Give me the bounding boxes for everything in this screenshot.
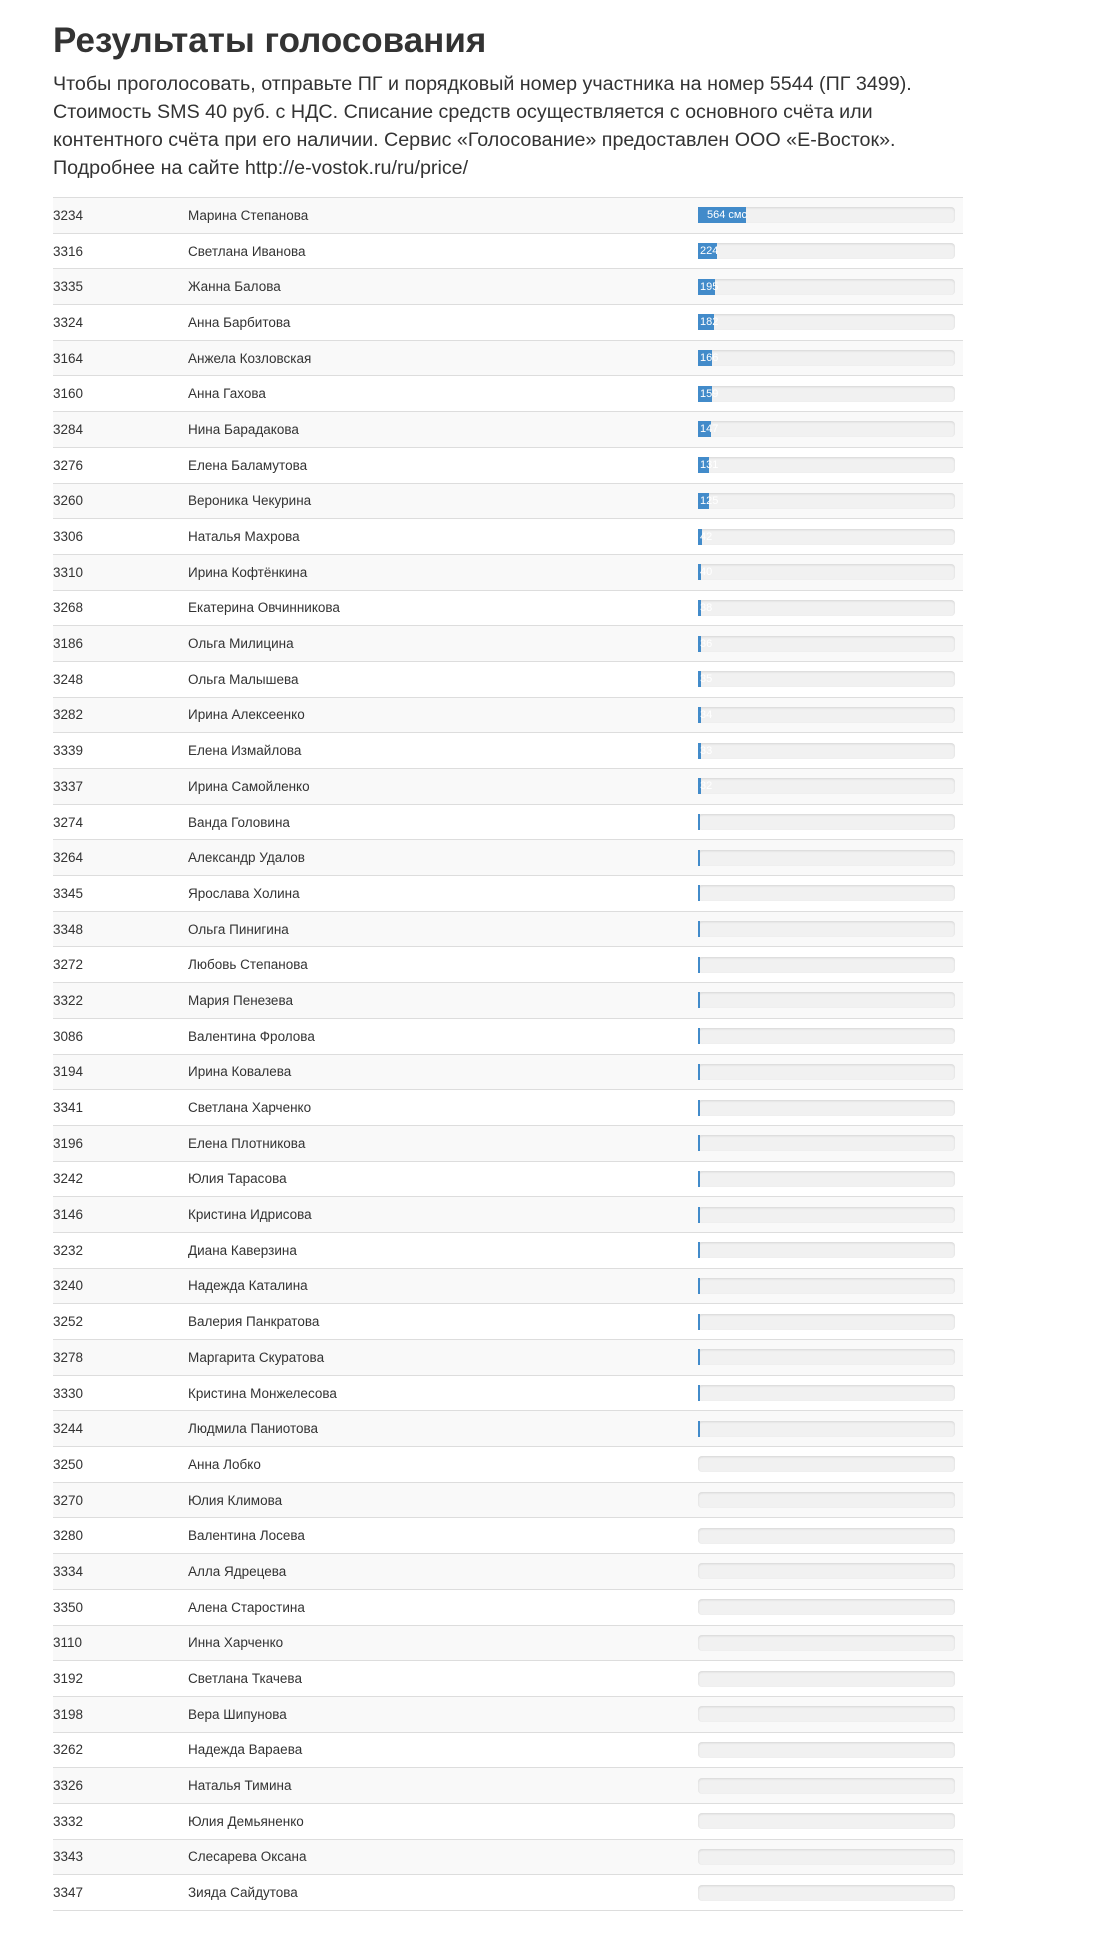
vote-progress-track [698,850,955,866]
participant-name: Алла Ядрецева [188,1554,698,1590]
participant-name: Светлана Иванова [188,233,698,269]
vote-progress-bar: 38 [700,601,713,614]
participant-name: Светлана Харченко [188,1090,698,1126]
table-row [53,1054,963,1090]
vote-progress-bar [698,1135,700,1151]
participant-name: Валерия Панкратова [188,1304,698,1340]
vote-progress-track [698,314,955,330]
participant-number: 3334 [53,1554,188,1590]
participant-number: 3306 [53,519,188,555]
participant-number: 3337 [53,769,188,805]
participant-name: Кристина Идрисова [188,1197,698,1233]
table-row [53,590,963,626]
table-row [53,1090,963,1126]
vote-progress-track [698,671,955,687]
vote-progress-bar [698,850,700,866]
vote-cell [698,233,963,269]
table-row [53,876,963,912]
table-row [53,1018,963,1054]
vote-cell [698,1768,963,1804]
participant-number: 3272 [53,947,188,983]
participant-name: Ирина Кофтёнкина [188,554,698,590]
vote-cell [698,198,963,234]
participant-name: Анна Лобко [188,1447,698,1483]
participant-number: 3260 [53,483,188,519]
vote-cell [698,412,963,448]
vote-cell [698,1304,963,1340]
vote-progress-track [698,600,955,616]
table-row [53,1589,963,1625]
table-row [53,1161,963,1197]
participant-name: Анжела Козловская [188,340,698,376]
vote-cell [698,1447,963,1483]
participant-number: 3347 [53,1875,188,1911]
table-row [53,233,963,269]
table-row [53,1375,963,1411]
vote-cell [698,840,963,876]
table-row [53,1554,963,1590]
participant-number: 3244 [53,1411,188,1447]
vote-cell [698,626,963,662]
vote-progress-bar: 33 [700,744,713,757]
vote-progress-bar [698,921,700,937]
vote-cell [698,305,963,341]
vote-progress-track [698,992,955,1008]
vote-progress-track [698,1421,955,1437]
table-row [53,1232,963,1268]
table-row [53,697,963,733]
participant-number: 3332 [53,1803,188,1839]
participant-number: 3326 [53,1768,188,1804]
vote-progress-bar: 564 смс [698,207,746,223]
participant-number: 3268 [53,590,188,626]
table-row [53,733,963,769]
vote-progress-track [698,207,955,223]
results-page [53,0,963,1901]
vote-progress-bar: 224 [700,245,719,258]
participant-number: 3276 [53,447,188,483]
vote-progress-track [698,885,955,901]
vote-cell [698,340,963,376]
table-row [53,1696,963,1732]
results-table-body [53,198,963,1911]
vote-progress-bar: 40 [700,566,713,579]
vote-cell [698,1411,963,1447]
vote-progress-bar: 32 [700,780,713,793]
vote-progress-track [698,778,955,794]
vote-progress-track [698,1314,955,1330]
participant-number: 3146 [53,1197,188,1233]
vote-progress-track [698,1064,955,1080]
vote-cell [698,376,963,412]
participant-number: 3240 [53,1268,188,1304]
vote-progress-track [698,1706,955,1722]
table-row [53,447,963,483]
table-row [53,340,963,376]
vote-progress-bar: 182 [700,316,719,329]
table-row [53,1732,963,1768]
table-row [53,911,963,947]
vote-progress-bar [698,1028,700,1044]
participant-name: Ольга Малышева [188,661,698,697]
participant-number: 3198 [53,1696,188,1732]
vote-cell [698,1340,963,1376]
participant-name: Нина Барадакова [188,412,698,448]
table-row [53,1625,963,1661]
table-row [53,554,963,590]
vote-cell [698,733,963,769]
participant-number: 3345 [53,876,188,912]
table-row [53,769,963,805]
vote-progress-track [698,1028,955,1044]
vote-progress-track [698,1456,955,1472]
vote-cell [698,1018,963,1054]
participant-name: Мария Пенезева [188,983,698,1019]
participant-name: Анна Гахова [188,376,698,412]
table-row [53,661,963,697]
participant-name: Инна Харченко [188,1625,698,1661]
vote-cell [698,1375,963,1411]
participant-name: Ольга Пинигина [188,911,698,947]
vote-progress-bar [698,885,700,901]
table-row [53,804,963,840]
participant-name: Валентина Фролова [188,1018,698,1054]
table-row [53,1125,963,1161]
vote-progress-track [698,636,955,652]
table-row [53,947,963,983]
vote-cell [698,519,963,555]
vote-progress-track [698,1599,955,1615]
table-row [53,269,963,305]
participant-number: 3316 [53,233,188,269]
table-row [53,626,963,662]
vote-cell [698,1482,963,1518]
participant-number: 3186 [53,626,188,662]
vote-progress-track [698,1813,955,1829]
participant-number: 3110 [53,1625,188,1661]
participant-number: 3192 [53,1661,188,1697]
vote-progress-track [698,493,955,509]
vote-cell [698,483,963,519]
vote-cell [698,447,963,483]
vote-progress-bar [698,1242,700,1258]
vote-progress-track [698,1385,955,1401]
table-row [53,1304,963,1340]
participant-name: Маргарита Скуратова [188,1340,698,1376]
table-row [53,1411,963,1447]
participant-number: 3262 [53,1732,188,1768]
vote-cell [698,1625,963,1661]
participant-number: 3324 [53,305,188,341]
vote-cell [698,1875,963,1911]
vote-progress-track [698,1528,955,1544]
vote-progress-bar: 159 [700,387,719,400]
participant-number: 3160 [53,376,188,412]
vote-progress-bar [698,1207,700,1223]
table-row [53,1197,963,1233]
vote-cell [698,804,963,840]
vote-progress-bar [698,1171,700,1187]
participant-name: Вероника Чекурина [188,483,698,519]
vote-progress-track [698,421,955,437]
participant-number: 3164 [53,340,188,376]
participant-name: Елена Плотникова [188,1125,698,1161]
vote-cell [698,876,963,912]
table-row [53,376,963,412]
instructions-line: контентного счёта при его наличии. Сервис «Голосование» предоставлен ООО «Е-Восток». [53,129,896,151]
participant-name: Кристина Монжелесова [188,1375,698,1411]
table-row [53,1518,963,1554]
table-row [53,519,963,555]
vote-progress-bar [698,957,700,973]
participant-name: Любовь Степанова [188,947,698,983]
vote-progress-track [698,1492,955,1508]
vote-progress-track [698,279,955,295]
vote-progress-track [698,1100,955,1116]
vote-cell [698,911,963,947]
vote-cell [698,1589,963,1625]
page-title: Результаты голосования [53,21,487,60]
vote-cell [698,1054,963,1090]
participant-name: Анна Барбитова [188,305,698,341]
vote-progress-bar [698,1278,700,1294]
vote-progress-track [698,529,955,545]
vote-progress-track [698,564,955,580]
participant-number: 3322 [53,983,188,1019]
vote-progress-bar: 35 [700,673,713,686]
vote-cell [698,1839,963,1875]
participant-number: 3330 [53,1375,188,1411]
instructions-line: Чтобы проголосовать, отправьте ПГ и порядковый номер участника на номер 5544 (ПГ 3499). [53,73,912,95]
participant-number: 3242 [53,1161,188,1197]
vote-progress-bar [698,1385,700,1401]
participant-number: 3284 [53,412,188,448]
vote-cell [698,983,963,1019]
participant-name: Екатерина Овчинникова [188,590,698,626]
vote-cell [698,1268,963,1304]
participant-name: Юлия Демьяненко [188,1803,698,1839]
table-row [53,1268,963,1304]
participant-name: Александр Удалов [188,840,698,876]
table-row [53,840,963,876]
vote-progress-bar: 125 [700,494,719,507]
participant-name: Марина Степанова [188,198,698,234]
participant-number: 3348 [53,911,188,947]
table-row [53,483,963,519]
voting-instructions [53,70,963,182]
participant-name: Слесарева Оксана [188,1839,698,1875]
table-row [53,1839,963,1875]
table-row [53,1447,963,1483]
vote-cell [698,1661,963,1697]
participant-number: 3341 [53,1090,188,1126]
vote-progress-track [698,1207,955,1223]
table-row [53,983,963,1019]
vote-cell [698,590,963,626]
vote-progress-track [698,1778,955,1794]
participant-name: Ярослава Холина [188,876,698,912]
vote-progress-track [698,1885,955,1901]
vote-progress-track [698,1135,955,1151]
vote-cell [698,769,963,805]
participant-number: 3264 [53,840,188,876]
table-row [53,1803,963,1839]
vote-progress-bar [698,1314,700,1330]
participant-name: Надежда Вараева [188,1732,698,1768]
table-row [53,1875,963,1911]
vote-progress-bar [698,1100,700,1116]
participant-number: 3310 [53,554,188,590]
table-row [53,1661,963,1697]
participant-name: Наталья Тимина [188,1768,698,1804]
vote-progress-track [698,386,955,402]
participant-name: Вера Шипунова [188,1696,698,1732]
vote-progress-bar: 195 [700,280,719,293]
vote-cell [698,554,963,590]
vote-progress-bar: 131 [700,459,719,472]
vote-progress-track [698,1171,955,1187]
vote-cell [698,1732,963,1768]
vote-progress-bar [698,814,700,830]
vote-progress-track [698,707,955,723]
participant-name: Юлия Тарасова [188,1161,698,1197]
vote-cell [698,1696,963,1732]
participant-number: 3280 [53,1518,188,1554]
participant-name: Ирина Самойленко [188,769,698,805]
participant-name: Елена Измайлова [188,733,698,769]
participant-name: Жанна Балова [188,269,698,305]
participant-name: Ольга Милицина [188,626,698,662]
results-table [53,197,963,1911]
participant-name: Юлия Климова [188,1482,698,1518]
participant-number: 3252 [53,1304,188,1340]
vote-cell [698,661,963,697]
vote-progress-bar [698,1064,700,1080]
instructions-line: Стоимость SMS 40 руб. с НДС. Списание средств осуществляется с основного счёта или [53,101,873,123]
participant-number: 3232 [53,1232,188,1268]
participant-number: 3270 [53,1482,188,1518]
vote-cell [698,1232,963,1268]
participant-name: Людмила Паниотова [188,1411,698,1447]
vote-progress-track [698,957,955,973]
table-row [53,1768,963,1804]
participant-name: Наталья Махрова [188,519,698,555]
participant-number: 3086 [53,1018,188,1054]
vote-cell [698,947,963,983]
participant-number: 3335 [53,269,188,305]
participant-name: Ирина Ковалева [188,1054,698,1090]
instructions-line: Подробнее на сайте http://e-vostok.ru/ru/price/ [53,157,469,179]
participant-name: Светлана Ткачева [188,1661,698,1697]
table-row [53,1340,963,1376]
vote-progress-track [698,1742,955,1758]
vote-progress-bar: 42 [700,530,713,543]
vote-progress-bar: 36 [700,637,713,650]
participant-number: 3339 [53,733,188,769]
participant-number: 3343 [53,1839,188,1875]
vote-progress-track [698,1278,955,1294]
participant-number: 3196 [53,1125,188,1161]
vote-progress-track [698,1563,955,1579]
table-row [53,1482,963,1518]
vote-cell [698,697,963,733]
participant-name: Ирина Алексеенко [188,697,698,733]
vote-progress-bar: 34 [700,708,713,721]
participant-name: Надежда Каталина [188,1268,698,1304]
participant-number: 3278 [53,1340,188,1376]
vote-progress-track [698,1671,955,1687]
vote-progress-track [698,1242,955,1258]
vote-cell [698,1554,963,1590]
vote-progress-track [698,243,955,259]
vote-progress-track [698,743,955,759]
vote-progress-track [698,814,955,830]
participant-name: Елена Баламутова [188,447,698,483]
vote-progress-bar [698,1349,700,1365]
vote-cell [698,1090,963,1126]
vote-cell [698,1518,963,1554]
vote-cell [698,1197,963,1233]
participant-name: Зияда Сайдутова [188,1875,698,1911]
participant-number: 3234 [53,198,188,234]
participant-number: 3350 [53,1589,188,1625]
vote-progress-track [698,350,955,366]
participant-number: 3194 [53,1054,188,1090]
vote-progress-track [698,1349,955,1365]
participant-name: Диана Каверзина [188,1232,698,1268]
vote-progress-bar: 166 [700,352,719,365]
participant-name: Ванда Головина [188,804,698,840]
vote-progress-bar [698,1421,700,1437]
vote-progress-track [698,1635,955,1651]
vote-progress-track [698,921,955,937]
table-row [53,412,963,448]
vote-cell [698,1125,963,1161]
vote-progress-bar: 147 [700,423,719,436]
vote-cell [698,1803,963,1839]
participant-number: 3274 [53,804,188,840]
vote-cell [698,1161,963,1197]
vote-progress-track [698,1849,955,1865]
participant-number: 3250 [53,1447,188,1483]
table-row [53,198,963,234]
table-row [53,305,963,341]
participant-name: Алена Старостина [188,1589,698,1625]
participant-number: 3248 [53,661,188,697]
vote-progress-bar [698,992,700,1008]
participant-name: Валентина Лосева [188,1518,698,1554]
vote-cell [698,269,963,305]
vote-progress-track [698,457,955,473]
participant-number: 3282 [53,697,188,733]
